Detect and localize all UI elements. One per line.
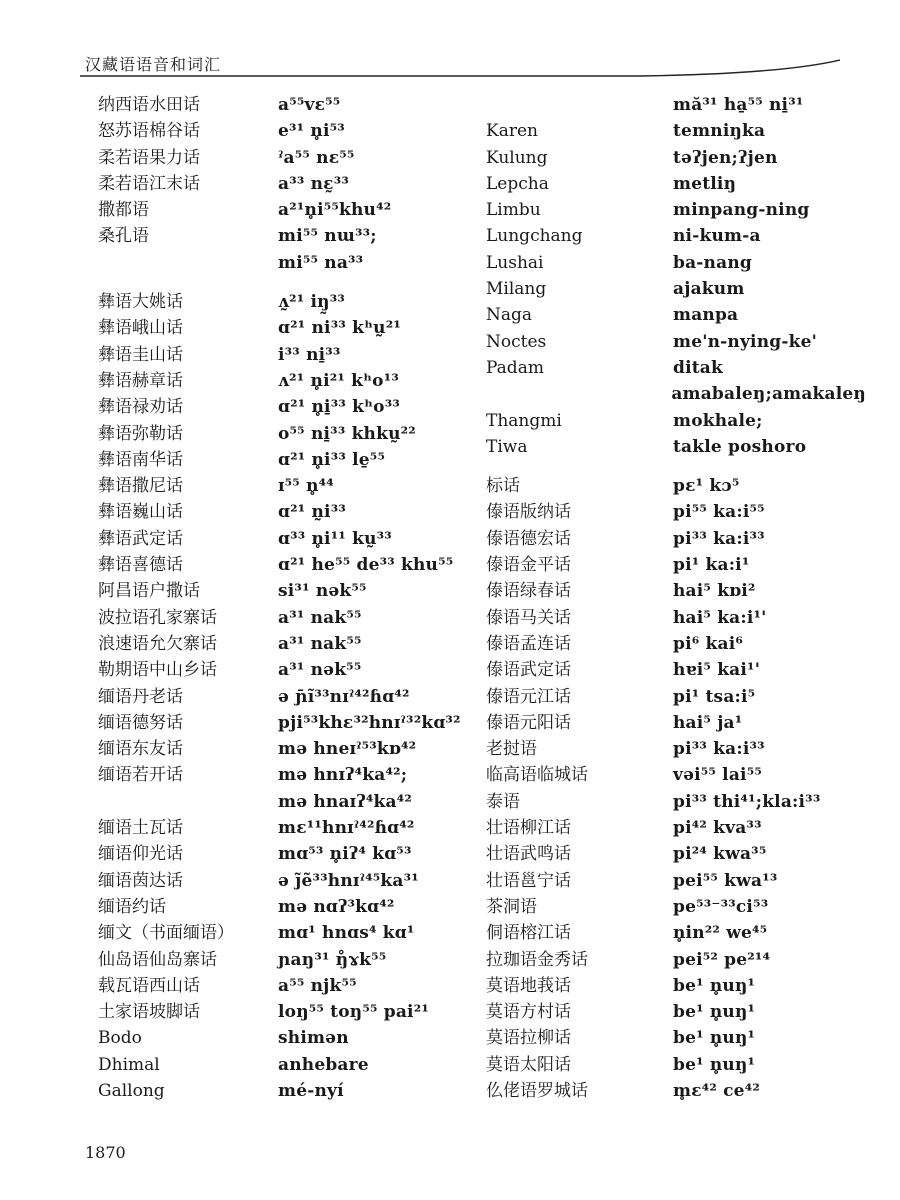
language-name: 茶洞语 bbox=[486, 896, 537, 917]
entry-row bbox=[486, 223, 866, 249]
word-form: mɑ⁵³ n̥iʔ⁴ kɑ⁵³ bbox=[278, 844, 412, 865]
language-name: 土家语坡脚话 bbox=[98, 1002, 200, 1023]
word-form: ʌ²¹ n̥i²¹ kʰo¹³ bbox=[278, 370, 400, 391]
word-form: pi⁶ kai⁶ bbox=[673, 633, 744, 654]
language-name: 傣语德宏话 bbox=[486, 528, 571, 549]
language-name: Bodo bbox=[98, 1028, 142, 1049]
language-name: 柔若语江末话 bbox=[98, 173, 200, 194]
entry-row bbox=[486, 631, 866, 657]
entry-row bbox=[486, 605, 866, 631]
word-form: pei⁵² pe²¹⁴ bbox=[673, 949, 771, 970]
word-form: mə hneɪˀ⁵³kɒ⁴² bbox=[278, 739, 417, 760]
word-form: hai⁵ kɒi² bbox=[673, 581, 756, 602]
language-name: 临高语临城话 bbox=[486, 765, 588, 786]
entry-row bbox=[98, 868, 468, 894]
entry-row bbox=[98, 552, 468, 578]
word-form: a³¹ nak⁵⁵ bbox=[278, 607, 362, 628]
language-name: Tiwa bbox=[486, 436, 528, 457]
word-form: a⁵⁵vɛ⁵⁵ bbox=[278, 95, 341, 115]
entry-row bbox=[486, 973, 866, 999]
word-form: be¹ n̥uŋ¹ bbox=[673, 975, 756, 996]
language-name: 彝语弥勒话 bbox=[98, 423, 183, 444]
entry-row bbox=[486, 171, 866, 197]
word-form: manpa bbox=[673, 305, 739, 326]
language-name: 拉珈语金秀话 bbox=[486, 949, 588, 970]
entry-row bbox=[486, 526, 866, 552]
language-name: Lushai bbox=[486, 252, 544, 273]
language-name: Lungchang bbox=[486, 226, 583, 247]
language-name: Naga bbox=[486, 305, 533, 326]
entry-row bbox=[98, 973, 468, 999]
language-name: 侗语榕江话 bbox=[486, 923, 571, 944]
row-gap bbox=[486, 460, 866, 473]
entry-row bbox=[98, 315, 468, 341]
entry-row bbox=[98, 657, 468, 683]
entry-row bbox=[98, 473, 468, 499]
entry-row bbox=[98, 1078, 468, 1104]
language-name: 壮语邕宁话 bbox=[486, 870, 571, 891]
word-form: ˀa⁵⁵ nɛ⁵⁵ bbox=[278, 147, 355, 168]
word-form: a⁵⁵ njk⁵⁵ bbox=[278, 975, 357, 996]
entry-row bbox=[486, 552, 866, 578]
entry-row bbox=[486, 197, 866, 223]
left-column bbox=[98, 92, 468, 1104]
word-form: ba-nang bbox=[673, 252, 752, 273]
word-form: ə j̃ẽ³³hnɪˀ⁴⁵ka³¹ bbox=[278, 870, 419, 891]
language-name: 傣语元阳话 bbox=[486, 712, 571, 733]
word-form: shimən bbox=[278, 1028, 349, 1049]
language-name: Padam bbox=[486, 357, 544, 378]
word-form: pe⁵³⁻³³ci⁵³ bbox=[673, 896, 769, 917]
word-form: takle poshoro bbox=[673, 436, 807, 457]
word-form: pi³³ thi⁴¹;kla:i³³ bbox=[673, 791, 821, 812]
language-name: 傣语元江话 bbox=[486, 686, 571, 707]
language-name: 缅语东友话 bbox=[98, 739, 183, 760]
entry-row bbox=[98, 762, 468, 788]
language-name: Kulung bbox=[486, 147, 548, 168]
entry-row bbox=[98, 631, 468, 657]
word-form: ɑ²¹ n̥i³³ le̱⁵⁵ bbox=[278, 449, 386, 470]
word-form: a³¹ nək⁵⁵ bbox=[278, 660, 362, 681]
entry-row bbox=[486, 841, 866, 867]
entry-row bbox=[98, 605, 468, 631]
entry-row bbox=[486, 999, 866, 1025]
word-form: ditak bbox=[673, 357, 723, 378]
language-name: 彝语撒尼话 bbox=[98, 476, 183, 497]
entry-row bbox=[98, 841, 468, 867]
page-number: 1870 bbox=[85, 1143, 126, 1162]
language-name: 莫语拉柳话 bbox=[486, 1028, 571, 1049]
entry-row bbox=[486, 499, 866, 525]
entry-row bbox=[98, 223, 468, 249]
word-form: ɑ²¹ n̥i̱³³ kʰo³³ bbox=[278, 397, 400, 418]
entry-row bbox=[486, 578, 866, 604]
word-form: mə hnaɪʔ⁴ka⁴² bbox=[278, 791, 413, 812]
word-form: pi⁴² kva³³ bbox=[673, 818, 762, 839]
word-form: pi³³ ka:i³³ bbox=[673, 739, 765, 760]
language-name: 撒都语 bbox=[98, 200, 149, 221]
word-form: hɐi⁵ kai¹' bbox=[673, 660, 761, 681]
word-form: pi¹ ka:i¹ bbox=[673, 555, 750, 576]
word-form: mɛ¹¹hnɪˀ⁴²ɦɑ⁴² bbox=[278, 818, 415, 839]
entry-row bbox=[98, 999, 468, 1025]
language-name: Limbu bbox=[486, 200, 541, 221]
word-form: ə ɲ̄ĩ³³nɪˀ⁴²ɦɑ⁴² bbox=[278, 686, 410, 707]
row-gap bbox=[98, 276, 468, 289]
language-name: 阿昌语户撒话 bbox=[98, 581, 200, 602]
word-form: me'n-nying-ke' bbox=[673, 331, 818, 352]
language-name bbox=[98, 250, 278, 276]
language-name: 柔若语果力话 bbox=[98, 147, 200, 168]
word-form: be¹ n̥uŋ¹ bbox=[673, 1028, 756, 1049]
language-name: Thangmi bbox=[486, 410, 562, 431]
word-form: mokhale; bbox=[673, 410, 763, 431]
entry-row bbox=[486, 302, 866, 328]
language-name: 缅语土瓦话 bbox=[98, 818, 183, 839]
language-name: 彝语喜德话 bbox=[98, 555, 183, 576]
language-name: 桑孔语 bbox=[98, 226, 149, 247]
word-form: mi⁵⁵ nɯ³³; bbox=[278, 226, 377, 247]
language-name: 缅语若开话 bbox=[98, 765, 183, 786]
language-name: Milang bbox=[486, 279, 547, 300]
language-name: 缅语德努话 bbox=[98, 712, 183, 733]
word-form: ajakum bbox=[673, 279, 745, 300]
language-name: 傣语武定话 bbox=[486, 660, 571, 681]
entry-row bbox=[98, 197, 468, 223]
word-form: pji⁵³khɛ³²hnɪˀ³²kɑ³² bbox=[278, 712, 461, 733]
language-name: 彝语南华话 bbox=[98, 449, 183, 470]
entry-row bbox=[486, 145, 866, 171]
word-form: si³¹ nək⁵⁵ bbox=[278, 581, 367, 602]
language-name bbox=[486, 92, 673, 118]
word-form: a³³ nɛ̰³³ bbox=[278, 173, 350, 194]
entry-row bbox=[98, 394, 468, 420]
entry-row bbox=[98, 1025, 468, 1051]
entry-row bbox=[486, 947, 866, 973]
entry-row bbox=[486, 657, 866, 683]
entry-row bbox=[98, 894, 468, 920]
entry-row bbox=[486, 355, 866, 381]
language-name: 怒苏语棉谷话 bbox=[98, 121, 200, 142]
entry-row bbox=[486, 1078, 866, 1104]
word-form: ɪ⁵⁵ n̥⁴⁴ bbox=[278, 476, 334, 497]
language-name: Dhimal bbox=[98, 1054, 160, 1075]
entry-row bbox=[486, 473, 866, 499]
entry-row bbox=[98, 920, 468, 946]
entry-row bbox=[98, 710, 468, 736]
entry-row bbox=[98, 815, 468, 841]
entry-row bbox=[486, 92, 866, 118]
right-column bbox=[486, 92, 866, 1104]
language-name: 傣语金平话 bbox=[486, 555, 571, 576]
word-form: mə hnɪʔ⁴ka⁴²; bbox=[278, 765, 408, 786]
language-name: 莫语方村话 bbox=[486, 1002, 571, 1023]
language-name: Karen bbox=[486, 121, 538, 142]
entry-row bbox=[486, 894, 866, 920]
language-name: Noctes bbox=[486, 331, 547, 352]
word-form: ɑ²¹ n̰i³³ bbox=[278, 502, 347, 523]
word-form: a²¹n̥i⁵⁵khu⁴² bbox=[278, 200, 392, 221]
entry-row bbox=[98, 684, 468, 710]
entry-row bbox=[98, 368, 468, 394]
entry-row bbox=[98, 947, 468, 973]
word-form: n̥in²² we⁴⁵ bbox=[673, 923, 768, 944]
word-form: i³³ ni̱³³ bbox=[278, 344, 341, 365]
language-name: 仫佬语罗城话 bbox=[486, 1080, 588, 1101]
entry-row bbox=[486, 329, 866, 355]
entry-row bbox=[486, 434, 866, 460]
word-form: mɑ¹ hnɑs⁴ kɑ¹ bbox=[278, 923, 415, 944]
language-name: 彝语峨山话 bbox=[98, 318, 183, 339]
language-name: 泰语 bbox=[486, 791, 520, 812]
word-form: o⁵⁵ ni̱³³ khkṵ²² bbox=[278, 423, 416, 444]
language-name: 缅语茵达话 bbox=[98, 870, 183, 891]
word-form: pei⁵⁵ kwa¹³ bbox=[673, 870, 778, 891]
entry-row bbox=[98, 145, 468, 171]
word-form: təʔjen;ʔjen bbox=[673, 147, 778, 168]
entry-row bbox=[98, 789, 468, 815]
entry-row bbox=[486, 684, 866, 710]
language-name: 浪速语允欠寨话 bbox=[98, 633, 217, 654]
language-name: 仙岛语仙岛寨话 bbox=[98, 949, 217, 970]
entry-row bbox=[98, 289, 468, 315]
word-form: hai⁵ ja¹ bbox=[673, 712, 743, 733]
header-rule bbox=[80, 50, 840, 90]
entry-row bbox=[486, 1052, 866, 1078]
word-form: pi²⁴ kwa³⁵ bbox=[673, 844, 767, 865]
entry-row bbox=[98, 499, 468, 525]
word-form: be¹ n̥uŋ¹ bbox=[673, 1002, 756, 1023]
entry-row bbox=[486, 408, 866, 434]
word-form: mi⁵⁵ na³³ bbox=[278, 252, 364, 273]
language-name: 莫语太阳话 bbox=[486, 1054, 571, 1075]
language-name: 彝语大姚话 bbox=[98, 292, 183, 313]
word-form: m̥ɛ⁴² ce⁴² bbox=[673, 1080, 760, 1101]
word-form: ni-kum-a bbox=[673, 226, 761, 247]
language-name: Lepcha bbox=[486, 173, 549, 194]
language-name: 壮语武鸣话 bbox=[486, 844, 571, 865]
language-name: 彝语武定话 bbox=[98, 528, 183, 549]
word-form: mə nɑʔ³kɑ⁴² bbox=[278, 896, 395, 917]
entry-row bbox=[486, 736, 866, 762]
word-form: temniŋka bbox=[673, 121, 766, 142]
entry-row bbox=[98, 1052, 468, 1078]
word-form: ɲaŋ³¹ ŋ̊ɤk⁵⁵ bbox=[278, 949, 387, 970]
language-name: 载瓦语西山话 bbox=[98, 975, 200, 996]
entry-row bbox=[486, 1025, 866, 1051]
entry-row bbox=[486, 710, 866, 736]
word-form: hai⁵ ka:i¹' bbox=[673, 607, 767, 628]
word-form: ɑ²¹ he⁵⁵ de³³ khu⁵⁵ bbox=[278, 555, 454, 576]
word-form: mă³¹ ha̱⁵⁵ ni̱³¹ bbox=[673, 95, 804, 115]
entry-row bbox=[98, 736, 468, 762]
entry-row bbox=[486, 250, 866, 276]
entry-row bbox=[98, 250, 468, 276]
language-name: 缅语约话 bbox=[98, 896, 166, 917]
word-form: pi¹ tsa:i⁵ bbox=[673, 686, 756, 707]
language-name bbox=[486, 381, 671, 407]
language-name: 傣语马关话 bbox=[486, 607, 571, 628]
language-name: 标话 bbox=[486, 476, 520, 497]
language-name: 彝语赫章话 bbox=[98, 370, 183, 391]
language-name: Gallong bbox=[98, 1080, 165, 1101]
word-form: loŋ⁵⁵ toŋ⁵⁵ pai²¹ bbox=[278, 1002, 429, 1023]
entry-row bbox=[486, 815, 866, 841]
word-form: anhebare bbox=[278, 1054, 369, 1075]
entry-row bbox=[486, 381, 866, 407]
language-name: 彝语圭山话 bbox=[98, 344, 183, 365]
word-form: metliŋ bbox=[673, 173, 737, 194]
word-form: ɑ²¹ ni³³ kʰṵ²¹ bbox=[278, 318, 402, 339]
language-name: 波拉语孔家寨话 bbox=[98, 607, 217, 628]
language-name: 勒期语中山乡话 bbox=[98, 660, 217, 681]
entry-row bbox=[486, 118, 866, 144]
word-form: minpang-ning bbox=[673, 200, 810, 221]
entry-row bbox=[98, 578, 468, 604]
entry-row bbox=[486, 762, 866, 788]
entry-row bbox=[486, 920, 866, 946]
entry-row bbox=[486, 276, 866, 302]
word-form: mé-nyí bbox=[278, 1080, 344, 1101]
language-name: 莫语地莪话 bbox=[486, 975, 571, 996]
language-name: 傣语孟连话 bbox=[486, 633, 571, 654]
entry-row bbox=[98, 92, 468, 118]
entry-row bbox=[98, 421, 468, 447]
word-form: pɛ¹ kɔ⁵ bbox=[673, 476, 740, 497]
word-form: ɑ³³ n̥i¹¹ kṵ³³ bbox=[278, 528, 392, 549]
language-name: 傣语版纳话 bbox=[486, 502, 571, 523]
entry-row bbox=[98, 118, 468, 144]
running-title: 汉藏语语音和词汇 bbox=[85, 55, 222, 74]
word-form: pi⁵⁵ ka:i⁵⁵ bbox=[673, 502, 765, 523]
word-form: e³¹ n̥i⁵³ bbox=[278, 121, 345, 142]
word-form: a³¹ nak⁵⁵ bbox=[278, 633, 362, 654]
entry-row bbox=[486, 789, 866, 815]
entry-row bbox=[98, 342, 468, 368]
language-name: 彝语禄劝话 bbox=[98, 397, 183, 418]
word-form: ʌ̰²¹ iŋ̰³³ bbox=[278, 292, 346, 313]
language-name: 缅文（书面缅语） bbox=[98, 923, 234, 944]
entry-row bbox=[98, 526, 468, 552]
entry-row bbox=[98, 447, 468, 473]
word-form: vəi⁵⁵ lai⁵⁵ bbox=[673, 765, 762, 786]
word-form: amabaleŋ;amakaleŋ bbox=[671, 384, 866, 405]
language-name bbox=[98, 789, 278, 815]
language-name: 缅语仰光话 bbox=[98, 844, 183, 865]
language-name: 缅语丹老话 bbox=[98, 686, 183, 707]
entry-row bbox=[486, 868, 866, 894]
word-form: pi³³ ka:i³³ bbox=[673, 528, 765, 549]
language-name: 纳西语水田话 bbox=[98, 95, 200, 115]
language-name: 壮语柳江话 bbox=[486, 818, 571, 839]
word-form: be¹ n̥uŋ¹ bbox=[673, 1054, 756, 1075]
language-name: 彝语巍山话 bbox=[98, 502, 183, 523]
language-name: 老挝语 bbox=[486, 739, 537, 760]
language-name: 傣语绿春话 bbox=[486, 581, 571, 602]
entry-row bbox=[98, 171, 468, 197]
